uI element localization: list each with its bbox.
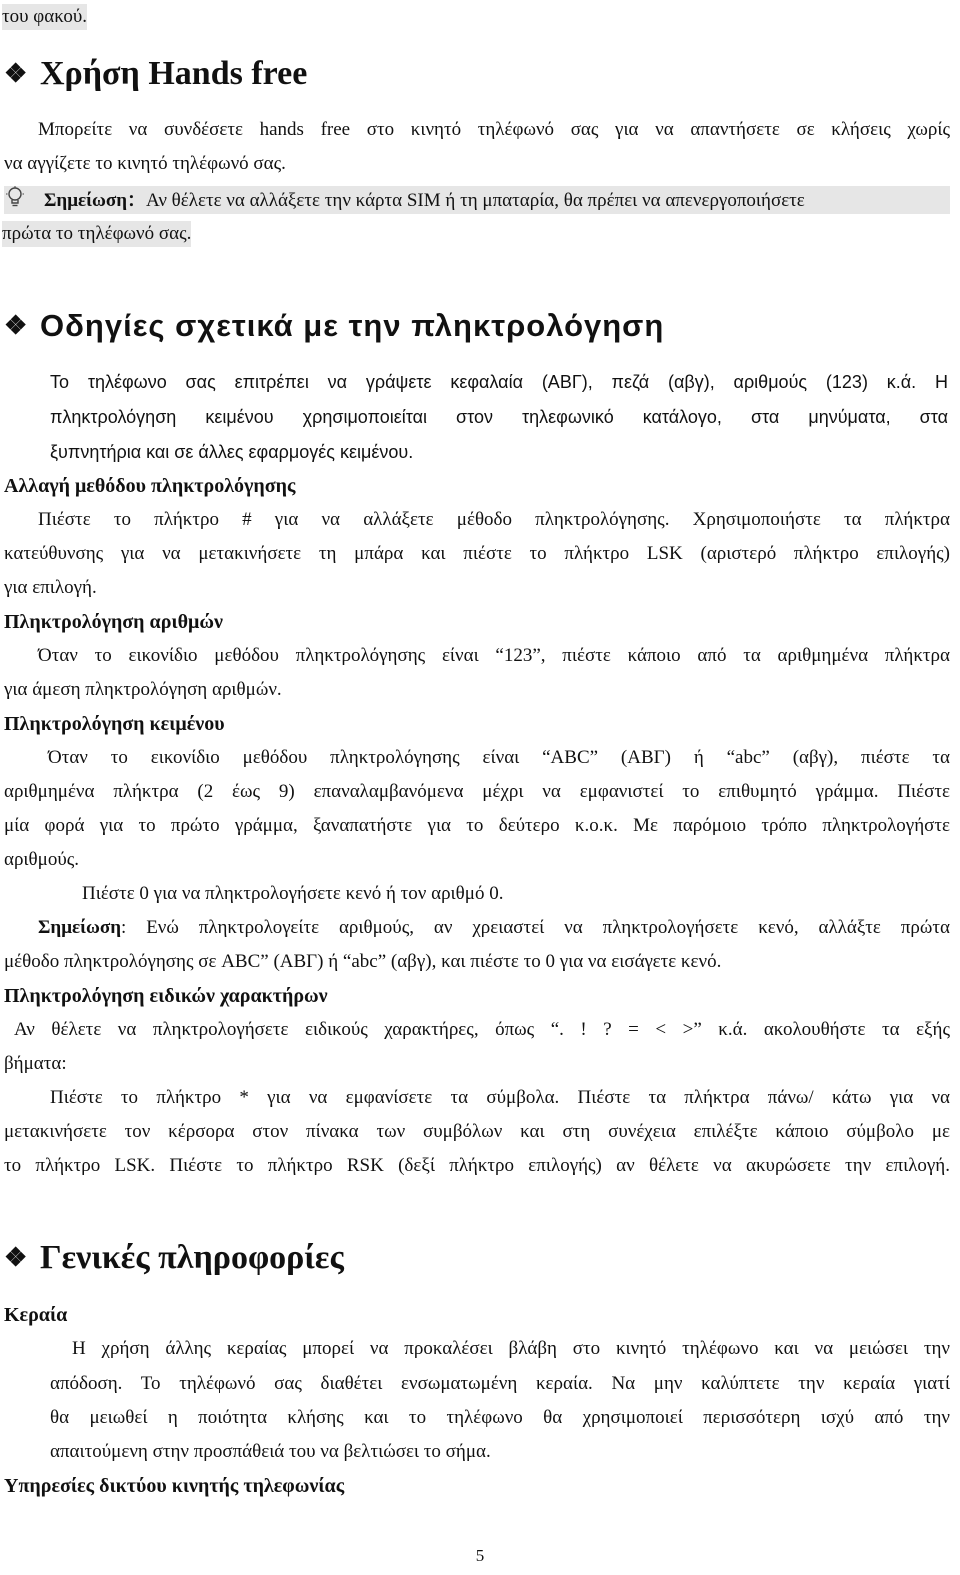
section-heading-typing: [4, 306, 664, 346]
diamond-bullet-icon: ❖: [4, 311, 29, 340]
note-text: Αν θέλετε να αλλάξετε την κάρτα SIM ή τη μπαταρία, θα πρέπει να απενεργοποιήσετε: [146, 190, 805, 211]
paragraph-line: για άμεση πληκτρολόγηση αριθμών.: [4, 679, 282, 700]
note-label: Σημείωση: [38, 917, 122, 938]
note-line: [4, 186, 950, 214]
paragraph-line: Πιέστε το πλήκτρο # για να αλλάξετε μέθοδο πληκτρολόγησης. Χρησιμοποιήστε τα πλήκτρα: [38, 509, 950, 530]
lightbulb-icon: [4, 186, 26, 208]
paragraph-line: Η χρήση άλλης κεραίας μπορεί να προκαλέσει βλάβη στο κινητό τηλέφωνο και να μειώσει την: [72, 1338, 950, 1359]
paragraph-line: πληκτρολόγηση κειμένου χρησιμοποιείται στον τηλεφωνικό κατάλογο, στα μηνύματα, στα: [50, 407, 948, 427]
continued-text-line: του φακού.: [2, 4, 87, 30]
note-line: [38, 915, 950, 941]
paragraph-line: να αγγίζετε το κινητό τηλέφωνό σας.: [4, 153, 286, 174]
section-heading-general: [4, 1238, 344, 1278]
paragraph-line: Όταν το εικονίδιο μεθόδου πληκτρολόγησης είναι “ABC” (ΑΒΓ) ή “abc” (αβγ), πιέστε τα: [48, 747, 950, 768]
note-line: πρώτα το τηλέφωνό σας.: [2, 221, 191, 247]
paragraph-line: απαιτούμενη στην προσπάθειά του να βελτιώσει το σήμα.: [50, 1441, 491, 1462]
diamond-bullet-icon: ❖: [4, 1243, 28, 1272]
section-heading-handsfree: [4, 54, 307, 94]
diamond-bullet-icon: ❖: [4, 59, 28, 88]
paragraph-line: κατεύθυνσης για να μετακινήσετε τη μπάρα και πιέστε το πλήκτρο LSK (αριστερό πλήκτρο επιλογής): [4, 543, 950, 564]
paragraph-line: μετακινήσετε τον κέρσορα στον πίνακα των συμβόλων και στη συνέχεια επιλέξτε κάποιο σύμβολο με: [4, 1121, 950, 1142]
paragraph-line: απόδοση. Το τηλέφωνό σας διαθέτει ενσωματωμένη κεραία. Να μην καλύπτετε την κεραία γιατί: [50, 1373, 950, 1394]
paragraph-line: Το τηλέφωνο σας επιτρέπει να γράψετε κεφαλαία (ΑΒΓ), πεζά (αβγ), αριθμούς (123) κ.ά. Η: [50, 372, 948, 392]
heading-text: Χρήση Hands free: [40, 55, 308, 92]
paragraph-line: αριθμημένα πλήκτρα (2 έως 9) επαναλαμβανόμενα μέχρι να εμφανιστεί το επιθυμητό γράμμα. Πιέστε: [4, 781, 950, 802]
subheading-special: Πληκτρολόγηση ειδικών χαρακτήρων: [4, 985, 328, 1007]
paragraph-line: αριθμούς.: [4, 849, 80, 870]
paragraph-line: Αν θέλετε να πληκτρολογήσετε ειδικούς χαρακτήρες, όπως “. ! ? = < >” κ.ά. ακολουθήστε τα εξής: [14, 1019, 950, 1040]
note-label: Σημείωση：: [44, 190, 147, 211]
subheading-numbers: Πληκτρολόγηση αριθμών: [4, 611, 223, 633]
note-line: μέθοδο πληκτρολόγησης σε ABC” (ΑΒΓ) ή “abc” (αβγ), και πιέστε το 0 για να εισάγετε κενό.: [4, 951, 722, 972]
paragraph-line: το πλήκτρο LSK. Πιέστε το πλήκτρο RSK (δεξί πλήκτρο επιλογής) αν θέλετε να ακυρώσετε την επιλογή.: [4, 1155, 950, 1176]
heading-text: Οδηγίες σχετικά με την πληκτρολόγηση: [40, 308, 665, 343]
paragraph-line: μία φορά για το πρώτο γράμμα, ξαναπατήστε για το δεύτερο κ.ο.κ. Με παρόμοιο τρόπο πληκτρολογήστε: [4, 815, 950, 836]
paragraph-line: βήματα:: [4, 1053, 67, 1074]
paragraph-line: Όταν το εικονίδιο μεθόδου πληκτρολόγησης είναι “123”, πιέστε κάποιο από τα αριθμημένα πλήκτρα: [38, 645, 950, 666]
paragraph-line: Πιέστε 0 για να πληκτρολογήσετε κενό ή τον αριθμό 0.: [82, 883, 504, 904]
subheading-network: Υπηρεσίες δικτύου κινητής τηλεφωνίας: [4, 1475, 345, 1497]
subheading-antenna: Κεραία: [4, 1304, 68, 1326]
paragraph-line: Πιέστε το πλήκτρο * για να εμφανίσετε τα σύμβολα. Πιέστε τα πλήκτρα πάνω/ κάτω για να: [50, 1087, 950, 1108]
paragraph-line: θα μειωθεί η ποιότητα κλήσης και το τηλέφωνο θα χρησιμοποιεί περισσότερη ισχύ από την: [50, 1407, 950, 1428]
subheading-text: Πληκτρολόγηση κειμένου: [4, 713, 225, 735]
note-text: : Ενώ πληκτρολογείτε αριθμούς, αν χρειαστεί να πληκτρολογήσετε κενό, αλλάξτε πρώτα: [121, 917, 950, 938]
paragraph-line: για επιλογή.: [4, 577, 97, 598]
paragraph-line: Μπορείτε να συνδέσετε hands free στο κινητό τηλέφωνό σας για να απαντήσετε σε κλήσεις χωρίς: [38, 119, 950, 140]
page-number: 5: [475, 1546, 485, 1565]
subheading-method: Αλλαγή μεθόδου πληκτρολόγησης: [4, 475, 296, 497]
heading-text: Γενικές πληροφορίες: [40, 1239, 344, 1276]
paragraph-line: ξυπνητήρια και σε άλλες εφαρμογές κειμένου.: [50, 442, 414, 462]
